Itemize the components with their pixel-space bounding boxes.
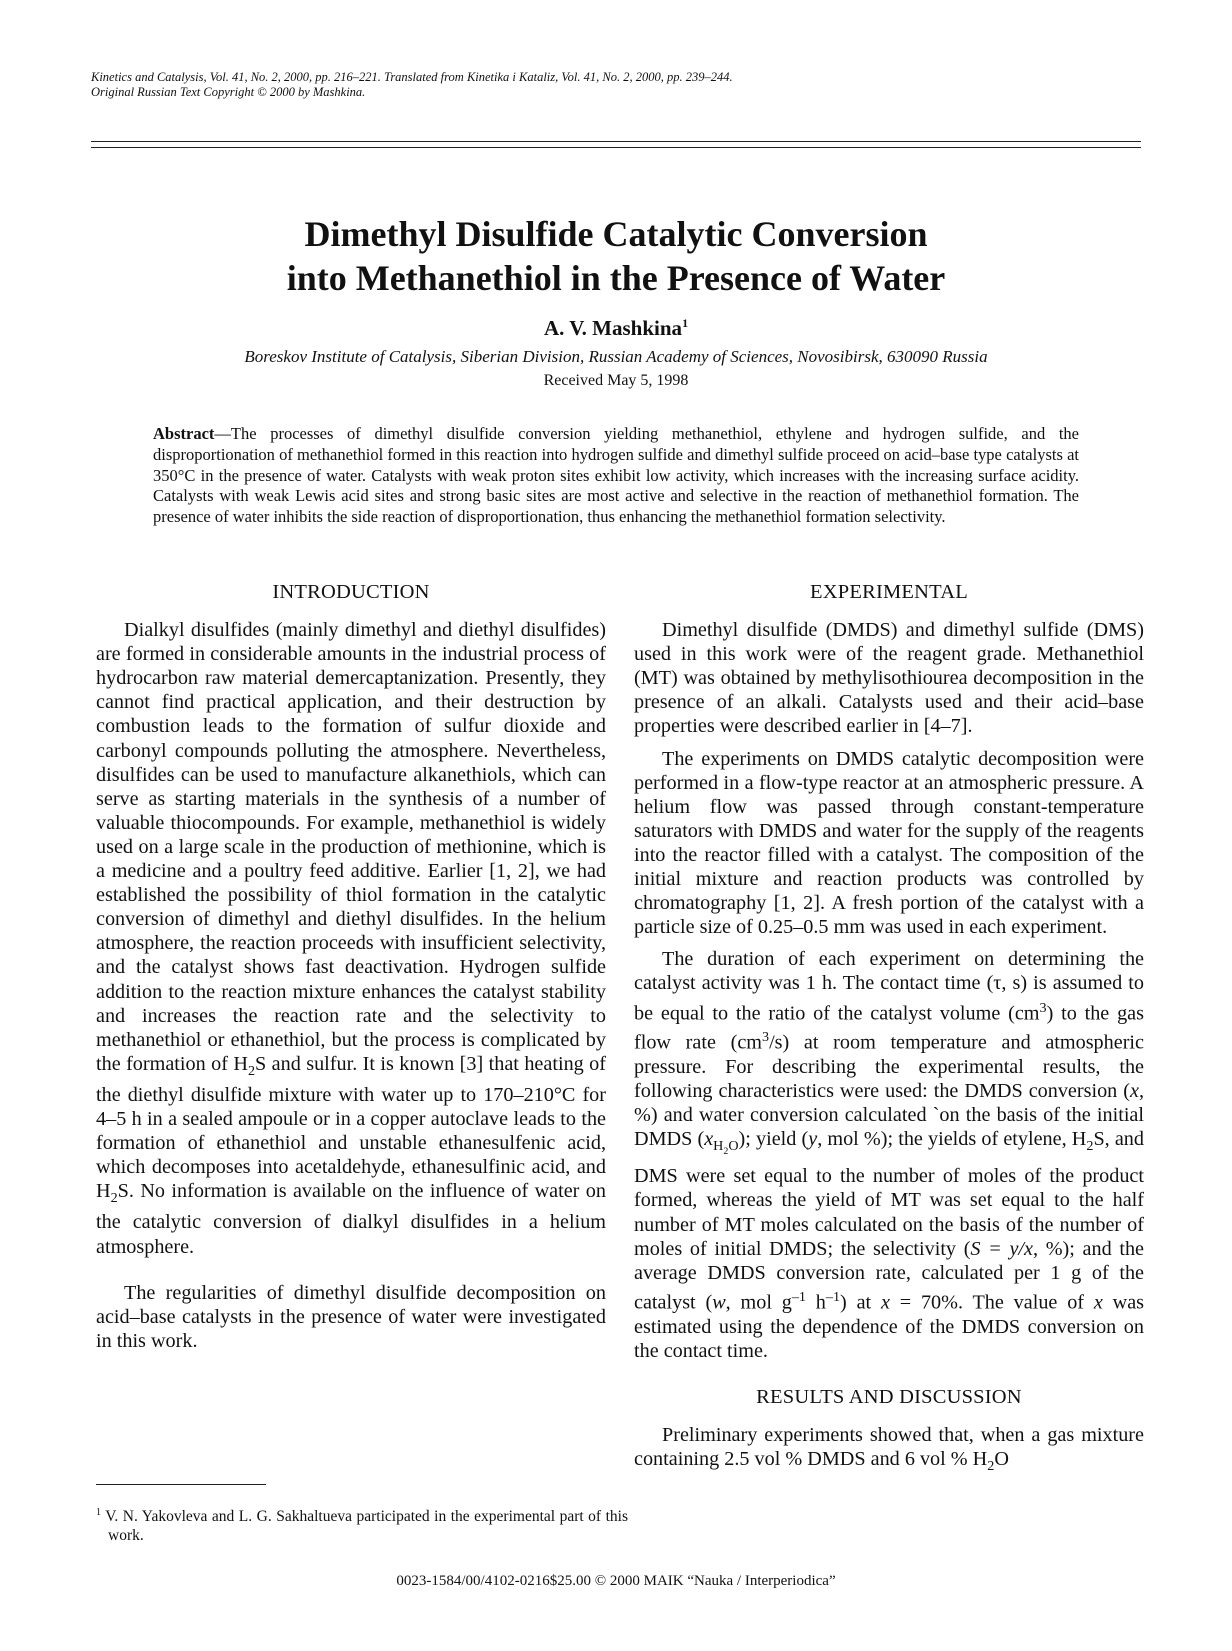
exp-p3-sel: S = y/x — [970, 1237, 1033, 1260]
title-line-1: Dimethyl Disulfide Catalytic Conversion — [304, 214, 928, 254]
results-p1-a: Preliminary experiments showed that, when a gas mixture containing 2.5 vol % DMDS and 6 vol % H — [634, 1423, 1144, 1471]
footnote-text: V. N. Yakovleva and L. G. Sakhaltueva participated in the experimental part of this work. — [101, 1508, 628, 1545]
header-rule-bottom — [91, 147, 1141, 148]
footnote — [96, 1503, 628, 1545]
exp-p3-xh: x — [704, 1128, 714, 1151]
experimental-paragraph-1: Dimethyl disulfide (DMDS) and dimethyl sulfide (DMS) used in this work were of the reagent grade. Methanethiol (MT) was obtained by methylisothiourea decomposition in the presence of an alkali. Catalysts used and their acid–base properties were described earlier in [4–7]. — [634, 619, 1144, 738]
author — [91, 310, 1141, 341]
author-footnote-mark: 1 — [682, 316, 689, 330]
abstract-text: —The processes of dimethyl disulfide conversion yielding methanethiol, ethylene and hydrogen sulfide, and the disproportionation of methanethiol formed in this reaction into hydrogen sulfide and dimethyl sulfide proceed on acid–base type catalysts at 350°C in the presence of water. Catalysts with weak proton sites exhibit low activity, which increases with the increasing surface acidity. Catalysts with weak Lewis acid sites and strong basic sites are most active and selective in the reaction of methanethiol formation. The presence of water inhibits the side reaction of disproportionation, thus enhancing the methanethiol formation selectivity. — [153, 424, 1079, 527]
abstract — [153, 424, 1079, 528]
exp-p3-x1: x — [1129, 1080, 1139, 1103]
publication-code: 0023-1584/00/4102-0216$25.00 © 2000 MAIK “Nauka / Interperiodica” — [396, 1573, 836, 1589]
running-header — [91, 70, 991, 100]
intro-p1-sub-1: 2 — [247, 1062, 255, 1079]
header-citation: Kinetics and Catalysis, Vol. 41, No. 2, 2000, pp. 216–221. Translated from Kinetika i Kataliz, Vol. 41, No. 2, 2000, pp. 239–244. — [91, 70, 733, 84]
results-p1-sub: 2 — [987, 1458, 995, 1475]
header-rule-top — [91, 141, 1141, 142]
footnote-rule — [96, 1484, 266, 1485]
exp-p3-sup1: 3 — [1039, 999, 1047, 1016]
experimental-paragraph-2: The experiments on DMDS catalytic decomposition were performed in a flow-type reactor at an atmospheric pressure. A helium flow was passed through constant-temperature saturators with DMDS and water for the supply of the reagents into the reactor filled with a catalyst. The composition of the initial mixture and reaction products was controlled by chromatography [1, 2]. A fresh portion of the catalyst with a particle size of 0.25–0.5 mm was used in each experiment. — [634, 747, 1144, 939]
exp-p3-xh-sub-2: 2 — [723, 1146, 729, 1158]
exp-p3-sup2: 3 — [762, 1029, 770, 1046]
results-paragraph-1 — [634, 1423, 1144, 1478]
abstract-label: Abstract — [153, 424, 215, 443]
intro-p1-text-c: S. No information is available on the influence of water on the catalytic conversion of dialkyl disulfides in a helium atmosphere. — [96, 1180, 606, 1258]
exp-p3-l: = 70%. The value of — [889, 1291, 1094, 1314]
results-heading: RESULTS AND DISCUSSION — [756, 1385, 1022, 1408]
received-date: Received May 5, 1998 — [543, 372, 689, 389]
right-column — [634, 580, 1144, 1478]
title-line-2: into Methanethiol in the Presence of Water — [286, 258, 946, 298]
exp-p3-f: , mol %); the yields of etylene, H — [817, 1128, 1087, 1151]
exp-p3-y1: y — [808, 1128, 818, 1151]
exp-p3-x2: x — [880, 1291, 890, 1314]
footnote-mark: 1 — [96, 1507, 101, 1518]
intro-p1-text-a: Dialkyl disulfides (mainly dimethyl and diethyl disulfides) are formed in considerable amounts in the industrial process of hydrocarbon raw material demercaptanization. Presently, they cannot find practical application, and their destruction by combustion leads to the formation of sulfur dioxide and carbonyl compounds polluting the atmosphere. Nevertheless, disulfides can be used to manufacture alkanethiols, which can serve as starting materials in the synthesis of a number of valuable thiocompounds. For example, methanethiol is widely used on a large scale in the production of methionine, which is a medicine and a poultry feed additive. Earlier [1, 2], we had established the possibility of thiol formation in the catalytic conversion of dimethyl and diethyl disulfides. In the helium atmosphere, the reaction proceeds with insufficient selectivity, and the catalyst shows fast deactivation. Hydrogen sulfide addition to the reaction mixture enhances the catalyst stability and increases the reaction rate and the selectivity to methanethiol or ethanethiol, but the process is complicated by the formation of H — [96, 619, 606, 1075]
exp-p3-w: w — [712, 1291, 726, 1314]
exp-p3-h: , %); and the average DMDS conversion rate, calculated per 1 g of the catalyst ( — [634, 1237, 1144, 1314]
exp-p3-m: was estimated using the dependence of the DMDS conversion on the contact time. — [634, 1291, 1145, 1362]
exp-p3-xh-sub-h: H — [713, 1138, 724, 1155]
exp-p3-e: ); yield ( — [738, 1128, 809, 1151]
exp-p3-a: The duration of each experiment on determining the catalyst activity was 1 h. The contact time (τ, s) is assumed to be equal to the ratio of the catalyst volume (cm — [634, 948, 1144, 1025]
exp-p3-x3: x — [1093, 1291, 1103, 1314]
introduction-heading: INTRODUCTION — [272, 581, 430, 603]
paper-title — [91, 212, 1141, 300]
left-column — [96, 580, 606, 1353]
header-copyright: Original Russian Text Copyright © 2000 by Mashkina. — [91, 85, 366, 99]
exp-p3-xh-sub — [713, 1138, 739, 1158]
intro-p1-text-b: S and sulfur. It is known [3] that heating of the diethyl disulfide mixture with water up to 170–210°C for 4–5 h in a sealed ampoule or in a copper autoclave leads to the formation of ethanethiol and unstable ethanesulfenic acid, which decomposes into acetaldehyde, ethanesulfinic acid, and H — [96, 1052, 606, 1203]
experimental-paragraph-3 — [634, 947, 1144, 1363]
exp-p3-j: h — [805, 1291, 826, 1314]
experimental-heading: EXPERIMENTAL — [810, 581, 968, 603]
intro-p1-sub-2: 2 — [110, 1190, 118, 1207]
exp-p3-xh-sub-o: O — [728, 1138, 739, 1155]
exp-p3-sup3: –1 — [791, 1288, 806, 1305]
exp-p3-k: ) at — [840, 1291, 881, 1314]
exp-p3-d: , %) and water conversion calculated `on the basis of the initial DMDS ( — [634, 1080, 1144, 1151]
exp-p3-b: ) to the gas flow rate (cm — [634, 1002, 1144, 1055]
exp-p3-sub3: 2 — [1086, 1138, 1094, 1155]
introduction-paragraph-2: The regularities of dimethyl disulfide decomposition on acid–base catalysts in the presence of water were investigated in this work. — [96, 1281, 606, 1352]
author-name: A. V. Mashkina — [543, 316, 683, 340]
introduction-paragraph-1 — [96, 618, 606, 1259]
exp-p3-i: , mol g — [725, 1291, 792, 1314]
exp-p3-c: /s) at room temperature and atmospheric pressure. For describing the experimental results, the following characteristics were used: the DMDS conversion ( — [634, 1032, 1144, 1103]
affiliation: Boreskov Institute of Catalysis, Siberian Division, Russian Academy of Sciences, Novosibirsk, 630090 Russia — [244, 347, 988, 366]
results-p1-b: O — [994, 1448, 1009, 1471]
exp-p3-g: S, and DMS were set equal to the number of moles of the product formed, whereas the yield of MT was set equal to the half number of MT moles calculated on the basis of the number of moles of initial DMDS; the selectivity ( — [634, 1128, 1144, 1260]
exp-p3-sup4: –1 — [825, 1288, 841, 1305]
